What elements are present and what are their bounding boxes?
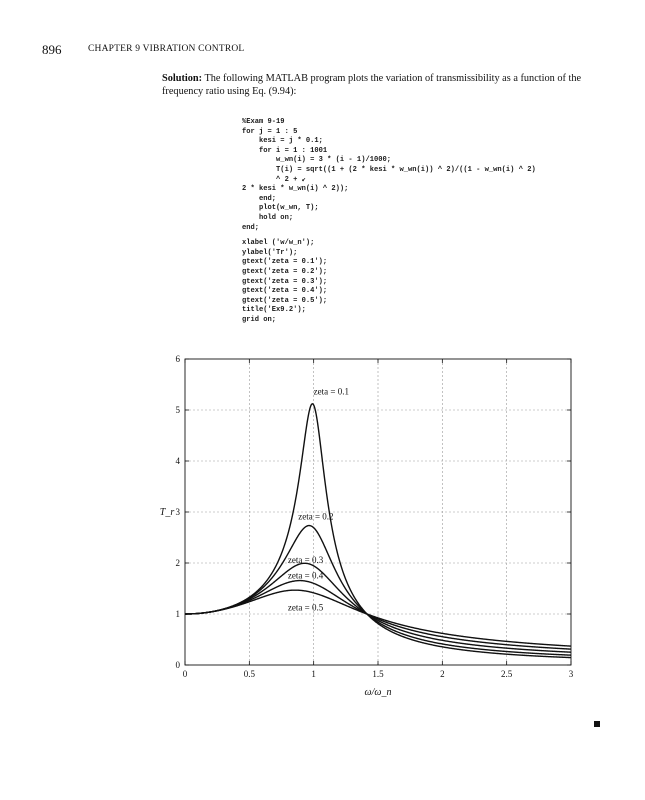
code-line: xlabel ('w/w_n'); [242, 239, 315, 248]
x-tick-label: 0 [182, 669, 188, 679]
series-line-zeta-5 [185, 590, 571, 646]
y-tick-label: 2 [175, 558, 180, 568]
x-tick-label: 1.5 [372, 669, 384, 679]
code-line: w_wn(i) = 3 * (i - 1)/1000; [242, 156, 391, 165]
x-tick-label: 0.5 [243, 669, 255, 679]
code-line: T(i) = sqrt((1 + (2 * kesi * w_wn(i)) ^ 2)/((1 - w_wn(i) ^ 2) [242, 165, 536, 174]
code-line: end; [242, 223, 260, 232]
code-line: ylabel('Tr'); [242, 248, 298, 257]
code-line: for j = 1 : 5 [242, 127, 298, 136]
y-tick-label: 6 [175, 354, 180, 364]
series-label-zeta-2: zeta = 0.2 [298, 511, 334, 522]
code-line: gtext('zeta = 0.3'); [242, 277, 328, 286]
y-tick-label: 5 [175, 405, 180, 415]
x-tick-label: 2.5 [501, 669, 513, 679]
running-head: CHAPTER 9 VIBRATION CONTROL [88, 44, 245, 54]
code-line: 2 * kesi * w_wn(i) ^ 2)); [242, 185, 349, 194]
y-tick-label: 0 [175, 660, 180, 670]
x-tick-label: 1 [311, 669, 316, 679]
x-axis-label: ω/ω_n [364, 687, 392, 698]
code-line: end; [242, 194, 277, 203]
solution-text: The following MATLAB program plots the variation of transmissibility as a function of the frequency ratio using Eq. (9.94): [162, 73, 582, 98]
matlab-code-listing [242, 118, 536, 325]
code-line: title('Ex9.2'); [242, 306, 306, 315]
x-tick-label: 3 [568, 669, 574, 679]
series-label-zeta-3: zeta = 0.3 [287, 555, 324, 565]
code-line: for i = 1 : 1001 [242, 146, 328, 155]
code-line: grid on; [242, 315, 277, 324]
series-label-zeta-4: zeta = 0.4 [287, 570, 324, 581]
code-line: ^ 2 + ↙ [242, 175, 306, 184]
code-line: gtext('zeta = 0.1'); [242, 258, 328, 267]
code-line: hold on; [242, 213, 294, 222]
series-label-zeta-5: zeta = 0.5 [287, 602, 324, 613]
solution-label: Solution: [162, 73, 203, 84]
transmissibility-chart [150, 345, 590, 705]
y-tick-label: 3 [175, 507, 180, 517]
y-axis-label: T_r [159, 507, 175, 518]
y-tick-label: 1 [175, 609, 180, 619]
code-line: plot(w_wn, T); [242, 204, 319, 213]
code-line: gtext('zeta = 0.2'); [242, 267, 328, 276]
series-line-zeta-4 [185, 581, 571, 650]
end-of-example-square [594, 721, 600, 727]
code-line: kesi = j * 0.1; [242, 137, 323, 146]
solution-paragraph [162, 72, 602, 98]
page-number: 896 [42, 42, 62, 57]
series-label-zeta-1: zeta = 0.1 [313, 386, 349, 397]
code-line: gtext('zeta = 0.4'); [242, 287, 328, 296]
code-line: gtext('zeta = 0.5'); [242, 296, 328, 305]
code-line: %Exam 9-19 [242, 118, 285, 126]
x-tick-label: 2 [440, 669, 445, 679]
y-tick-label: 4 [175, 456, 180, 466]
